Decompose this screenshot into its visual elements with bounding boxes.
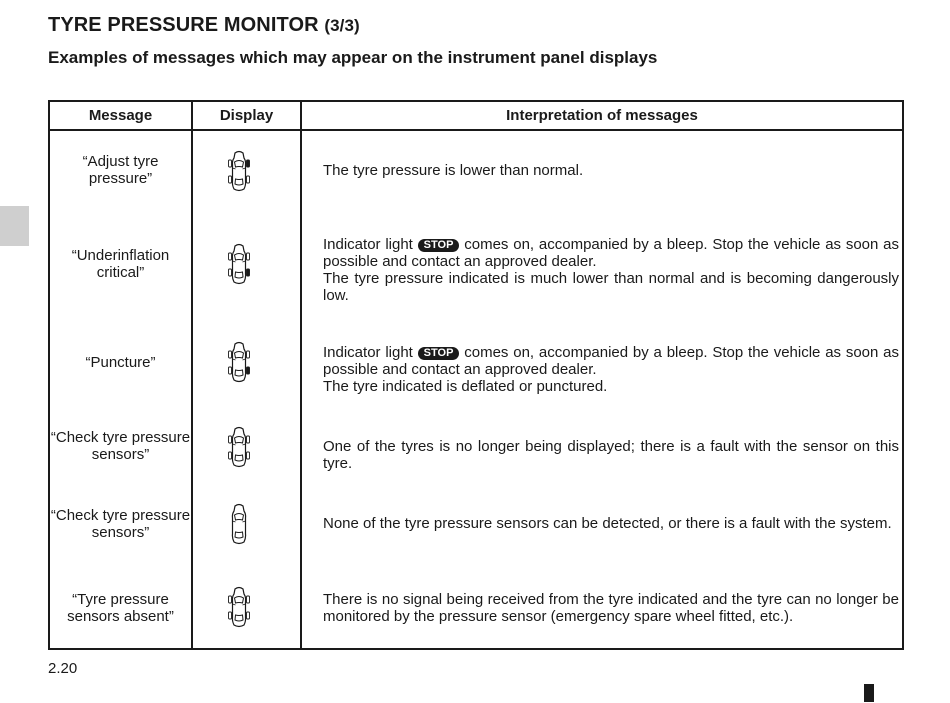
- row-message: “Underinflation critical”: [71, 247, 170, 281]
- row-message: “Puncture”: [85, 354, 156, 371]
- page-title: [48, 14, 360, 37]
- column-divider: [191, 102, 193, 648]
- row-message: “Check tyre pressure sensors”: [50, 507, 191, 541]
- car-tyre-rear-right-icon: [226, 242, 252, 286]
- row-interpretation: [323, 236, 899, 304]
- car-tyre-rear-right-icon: [226, 340, 252, 384]
- section-tab-marker: [0, 206, 29, 246]
- page-corner-mark: [864, 684, 874, 702]
- page-indicator: (3/3): [324, 16, 360, 35]
- interpretation-text: The tyre pressure is lower than normal.: [323, 162, 584, 179]
- interpretation-text: One of the tyres is no longer being displayed; there is a fault with the sensor on this tyre.: [323, 438, 899, 472]
- row-message: “Tyre pressure sensors absent”: [67, 591, 174, 625]
- interpretation-lead: Indicator light: [323, 236, 413, 253]
- car-tyre-front-right-icon: [226, 149, 252, 193]
- column-header-display: Display: [219, 107, 274, 124]
- column-divider: [300, 102, 302, 648]
- car-tyres-outline-icon: [226, 585, 252, 629]
- interpretation-lead: Indicator light: [323, 344, 413, 361]
- page-title-text: TYRE PRESSURE MONITOR: [48, 14, 319, 36]
- interpretation-text: There is no signal being received from the tyre indicated and the tyre can no longer be monitored by the pressure sensor (emergency spare wheel fitted, etc.).: [323, 591, 899, 625]
- row-interpretation: [323, 591, 899, 625]
- row-interpretation: [323, 438, 899, 472]
- interpretation-text: comes on, accompanied by a bleep. Stop the vehicle as soon as possible and contact an approved dealer.: [323, 236, 900, 270]
- column-header-message: Message: [88, 107, 153, 124]
- interpretation-text: None of the tyre pressure sensors can be detected, or there is a fault with the system.: [323, 515, 892, 532]
- stop-warning-icon: STOP: [418, 239, 460, 252]
- row-message: “Adjust tyre pressure”: [82, 153, 159, 187]
- interpretation-extra: The tyre indicated is deflated or punctured.: [323, 378, 608, 395]
- row-interpretation: [323, 162, 899, 179]
- car-tyres-outline-icon: [226, 425, 252, 469]
- stop-warning-icon: STOP: [418, 347, 460, 360]
- messages-table: [48, 100, 904, 650]
- page-subtitle: Examples of messages which may appear on the instrument panel displays: [48, 48, 658, 67]
- column-header-interpretation: Interpretation of messages: [506, 107, 698, 124]
- car-no-tyres-icon: [226, 502, 252, 546]
- interpretation-extra: The tyre pressure indicated is much lower than normal and is becoming dangerously low.: [323, 270, 899, 304]
- row-interpretation: [323, 344, 899, 395]
- row-interpretation: [323, 515, 899, 532]
- interpretation-text: comes on, accompanied by a bleep. Stop the vehicle as soon as possible and contact an approved dealer.: [323, 344, 900, 378]
- row-message: “Check tyre pressure sensors”: [50, 429, 191, 463]
- page-number: 2.20: [48, 660, 78, 677]
